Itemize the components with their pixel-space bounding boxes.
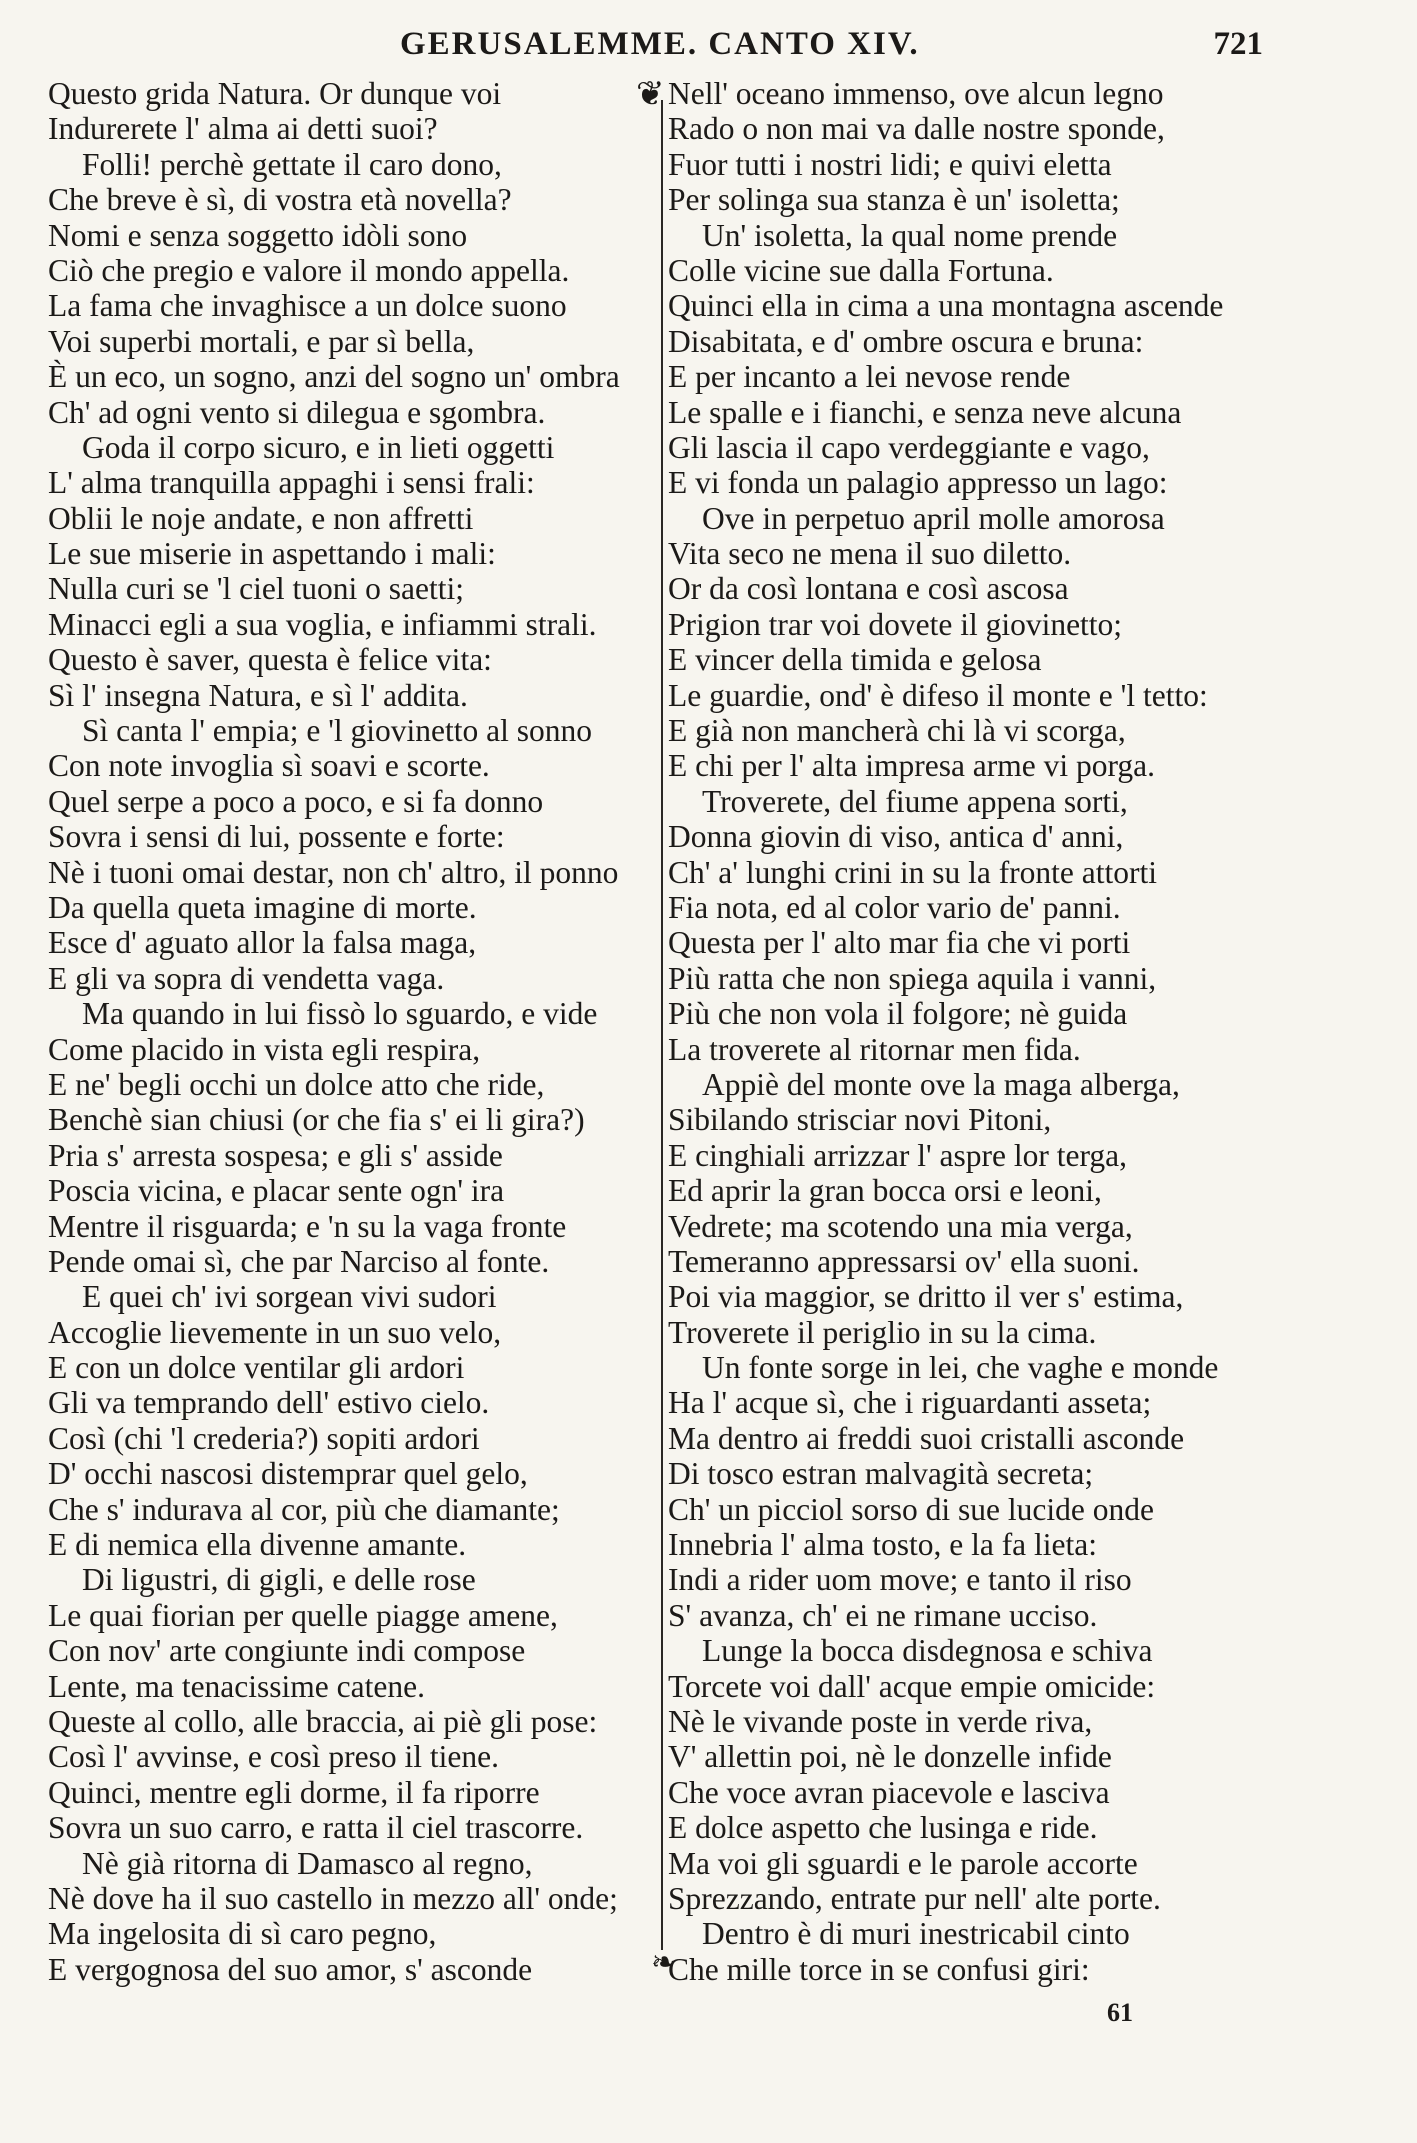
verse-line: Esce d' aguato allor la falsa maga, bbox=[48, 925, 477, 961]
verse-line: Nulla curi se 'l ciel tuoni o saetti; bbox=[48, 571, 464, 607]
verse-line: Troverete, del fiume appena sorti, bbox=[702, 783, 1128, 819]
verse-line: E di nemica ella divenne amante. bbox=[48, 1527, 467, 1563]
verse-line: Sovra i sensi di lui, possente e forte: bbox=[48, 819, 505, 855]
verse-line: Sì canta l' empia; e 'l giovinetto al sonno bbox=[82, 713, 592, 749]
verse-line: Ma dentro ai freddi suoi cristalli asconde bbox=[668, 1420, 1185, 1456]
verse-line: Così (chi 'l crederia?) sopiti ardori bbox=[48, 1420, 480, 1456]
verse-line: Quel serpe a poco a poco, e si fa donno bbox=[48, 783, 544, 819]
verse-line: E cinghiali arrizzar l' aspre lor terga, bbox=[668, 1137, 1127, 1173]
verse-line: Appiè del monte ove la maga alberga, bbox=[702, 1066, 1180, 1102]
verse-line: E vi fonda un palagio appresso un lago: bbox=[668, 465, 1168, 501]
verse-line: Ch' ad ogni vento si dilegua e sgombra. bbox=[48, 394, 546, 430]
verse-line: Ove in perpetuo april molle amorosa bbox=[702, 500, 1165, 536]
verse-line: D' occhi nascosi distemprar quel gelo, bbox=[48, 1456, 528, 1492]
verse-line: Vedrete; ma scotendo una mia verga, bbox=[668, 1208, 1133, 1244]
verse-line: E con un dolce ventilar gli ardori bbox=[48, 1350, 465, 1386]
verse-line: V' allettin poi, nè le donzelle infide bbox=[668, 1739, 1112, 1775]
verse-line: Vita seco ne mena il suo diletto. bbox=[668, 536, 1072, 572]
verse-line: Le quai fiorian per quelle piagge amene, bbox=[48, 1597, 558, 1633]
verse-line: Nè dove ha il suo castello in mezzo all' onde; bbox=[48, 1880, 618, 1916]
verse-line: Poscia vicina, e placar sente ogn' ira bbox=[48, 1173, 505, 1209]
verse-line: Questo è saver, questa è felice vita: bbox=[48, 642, 492, 678]
verse-line: Un' isoletta, la qual nome prende bbox=[702, 217, 1118, 253]
verse-line: Un fonte sorge in lei, che vaghe e monde bbox=[702, 1350, 1219, 1386]
verse-line: Queste al collo, alle braccia, ai piè gli pose: bbox=[48, 1703, 598, 1739]
verse-line: Disabitata, e d' ombre oscura e bruna: bbox=[668, 323, 1144, 359]
running-head: GERUSALEMME. CANTO XIV. bbox=[400, 26, 920, 62]
verse-line: Questo grida Natura. Or dunque voi bbox=[48, 76, 502, 111]
verse-line: Di ligustri, di gigli, e delle rose bbox=[82, 1562, 476, 1598]
verse-line: E vergognosa del suo amor, s' asconde bbox=[48, 1951, 533, 1987]
verse-line: Indurerete l' alma ai detti suoi? bbox=[48, 111, 438, 147]
page-number: 721 bbox=[1213, 26, 1263, 62]
verse-line: Oblii le noje andate, e non affretti bbox=[48, 500, 474, 536]
verse-line: Colle vicine sue dalla Fortuna. bbox=[668, 252, 1054, 288]
verse-line: Innebria l' alma tosto, e la fa lieta: bbox=[668, 1527, 1098, 1563]
verse-line: E per incanto a lei nevose rende bbox=[668, 359, 1071, 395]
verse-line: Nè le vivande poste in verde riva, bbox=[668, 1703, 1093, 1739]
verse-line: Ma quando in lui fissò lo sguardo, e vide bbox=[82, 996, 598, 1032]
verse-line: Pria s' arresta sospesa; e gli s' asside bbox=[48, 1137, 503, 1173]
verse-line: Nè già ritorna di Damasco al regno, bbox=[82, 1845, 533, 1881]
verse-line: Temeranno appressarsi ov' ella suoni. bbox=[668, 1243, 1140, 1279]
verse-line: Or da così lontana e così ascosa bbox=[668, 571, 1069, 607]
verse-line: Quinci ella in cima a una montagna ascende bbox=[668, 288, 1224, 324]
verse-line: Ch' un picciol sorso di sue lucide onde bbox=[668, 1491, 1154, 1527]
verse-line: Per solinga sua stanza è un' isoletta; bbox=[668, 182, 1120, 218]
verse-line: Come placido in vista egli respira, bbox=[48, 1031, 481, 1067]
verse-line: Torcete voi dall' acque empie omicide: bbox=[668, 1668, 1156, 1704]
verse-line: Mentre il risguarda; e 'n su la vaga fronte bbox=[48, 1208, 567, 1244]
verse-line: Le sue miserie in aspettando i mali: bbox=[48, 536, 496, 572]
verse-line: E dolce aspetto che lusinga e ride. bbox=[668, 1810, 1098, 1846]
verse-line: E quei ch' ivi sorgean vivi sudori bbox=[82, 1279, 497, 1315]
verse-line: Voi superbi mortali, e par sì bella, bbox=[48, 323, 475, 359]
verse-line: Accoglie lievemente in un suo velo, bbox=[48, 1314, 502, 1350]
verse-line: Lente, ma tenacissime catene. bbox=[48, 1668, 425, 1704]
verse-line: Donna giovin di viso, antica d' anni, bbox=[668, 819, 1124, 855]
verse-line: Nè i tuoni omai destar, non ch' altro, il ponno bbox=[48, 854, 619, 890]
verse-line: Sibilando strisciar novi Pitoni, bbox=[668, 1102, 1052, 1138]
verse-line: E chi per l' alta impresa arme vi porga. bbox=[668, 748, 1156, 784]
verse-line: Così l' avvinse, e così preso il tiene. bbox=[48, 1739, 499, 1775]
verse-line: E già non mancherà chi là vi scorga, bbox=[668, 713, 1126, 749]
verse-line: Gli lascia il capo verdeggiante e vago, bbox=[668, 429, 1150, 465]
verse-line: Ed aprir la gran bocca orsi e leoni, bbox=[668, 1173, 1102, 1209]
verse-line: Benchè sian chiusi (or che fia s' ei li gira?) bbox=[48, 1102, 585, 1138]
verse-line: Fuor tutti i nostri lidi; e quivi eletta bbox=[668, 146, 1112, 182]
verse-line: Poi via maggior, se dritto il ver s' estima, bbox=[668, 1279, 1184, 1315]
verse-line: La fama che invaghisce a un dolce suono bbox=[48, 288, 567, 324]
verse-line: Le guardie, ond' è difeso il monte e 'l tetto: bbox=[668, 677, 1208, 713]
verse-line: Ma voi gli sguardi e le parole accorte bbox=[668, 1845, 1138, 1881]
verse-line: S' avanza, ch' ei ne rimane ucciso. bbox=[668, 1597, 1098, 1633]
verse-line: Che breve è sì, di vostra età novella? bbox=[48, 182, 512, 218]
verse-line: Che s' indurava al cor, più che diamante; bbox=[48, 1491, 560, 1527]
verse-line: È un eco, un sogno, anzi del sogno un' ombra bbox=[48, 359, 620, 395]
verse-line: Folli! perchè gettate il caro dono, bbox=[82, 146, 502, 182]
verse-line: Con note invoglia sì soavi e scorte. bbox=[48, 748, 490, 784]
verse-line: Gli va temprando dell' estivo cielo. bbox=[48, 1385, 490, 1421]
verse-line: E gli va sopra di vendetta vaga. bbox=[48, 960, 445, 996]
verse-line: Prigion trar voi dovete il giovinetto; bbox=[668, 606, 1123, 642]
fleuron-icon: ❧ bbox=[651, 1946, 677, 1979]
verse-line: Con nov' arte congiunte indi compose bbox=[48, 1633, 526, 1669]
verse-line: Pende omai sì, che par Narciso al fonte. bbox=[48, 1243, 550, 1279]
verse-line: Ma ingelosita di sì caro pegno, bbox=[48, 1916, 437, 1952]
verse-line: Lunge la bocca disdegnosa e schiva bbox=[702, 1633, 1153, 1669]
verse-line: Ha l' acque sì, che i riguardanti asseta; bbox=[668, 1385, 1152, 1421]
verse-line: Minacci egli a sua voglia, e infiammi strali. bbox=[48, 606, 597, 642]
verse-line: Che voce avran piacevole e lasciva bbox=[668, 1774, 1110, 1810]
verse-line: Più che non vola il folgore; nè guida bbox=[668, 996, 1128, 1032]
verse-line: E vincer della timida e gelosa bbox=[668, 642, 1042, 678]
verse-line: Sovra un suo carro, e ratta il ciel trascorre. bbox=[48, 1810, 584, 1846]
verse-line: Che mille torce in se confusi giri: bbox=[668, 1951, 1090, 1987]
verse-line: Quinci, mentre egli dorme, il fa riporre bbox=[48, 1774, 540, 1810]
left-column bbox=[48, 76, 648, 1987]
verse-line: Rado o non mai va dalle nostre sponde, bbox=[668, 111, 1165, 147]
right-column bbox=[668, 76, 1288, 1987]
verse-line: Di tosco estran malvagità secreta; bbox=[668, 1456, 1094, 1492]
verse-line: Sprezzando, entrate pur nell' alte porte. bbox=[668, 1880, 1161, 1916]
verse-line: L' alma tranquilla appaghi i sensi frali: bbox=[48, 465, 535, 501]
verse-line: Ch' a' lunghi crini in su la fronte attorti bbox=[668, 854, 1158, 890]
verse-line: Sì l' insegna Natura, e sì l' addita. bbox=[48, 677, 468, 713]
verse-line: Ciò che pregio e valore il mondo appella. bbox=[48, 252, 570, 288]
verse-line: Da quella queta imagine di morte. bbox=[48, 889, 477, 925]
verse-line: Indi a rider uom move; e tanto il riso bbox=[668, 1562, 1132, 1598]
verse-line: La troverete al ritornar men fida. bbox=[668, 1031, 1081, 1067]
verse-line: Troverete il periglio in su la cima. bbox=[668, 1314, 1097, 1350]
verse-line: Questa per l' alto mar fia che vi porti bbox=[668, 925, 1131, 961]
column-divider bbox=[661, 100, 663, 1950]
signature-mark: 61 bbox=[1107, 1998, 1133, 2027]
verse-line: Dentro è di muri inestricabil cinto bbox=[702, 1916, 1130, 1952]
verse-line: Goda il corpo sicuro, e in lieti oggetti bbox=[82, 429, 555, 465]
verse-line: Nomi e senza soggetto idòli sono bbox=[48, 217, 468, 253]
verse-line: Fia nota, ed al color vario de' panni. bbox=[668, 889, 1121, 925]
verse-line: Più ratta che non spiega aquila i vanni, bbox=[668, 960, 1157, 996]
verse-line: E ne' begli occhi un dolce atto che ride, bbox=[48, 1066, 545, 1102]
verse-line: Nell' oceano immenso, ove alcun legno bbox=[668, 76, 1164, 111]
verse-line: Le spalle e i fianchi, e senza neve alcuna bbox=[668, 394, 1182, 430]
fleuron-icon: ❦ bbox=[636, 76, 665, 113]
